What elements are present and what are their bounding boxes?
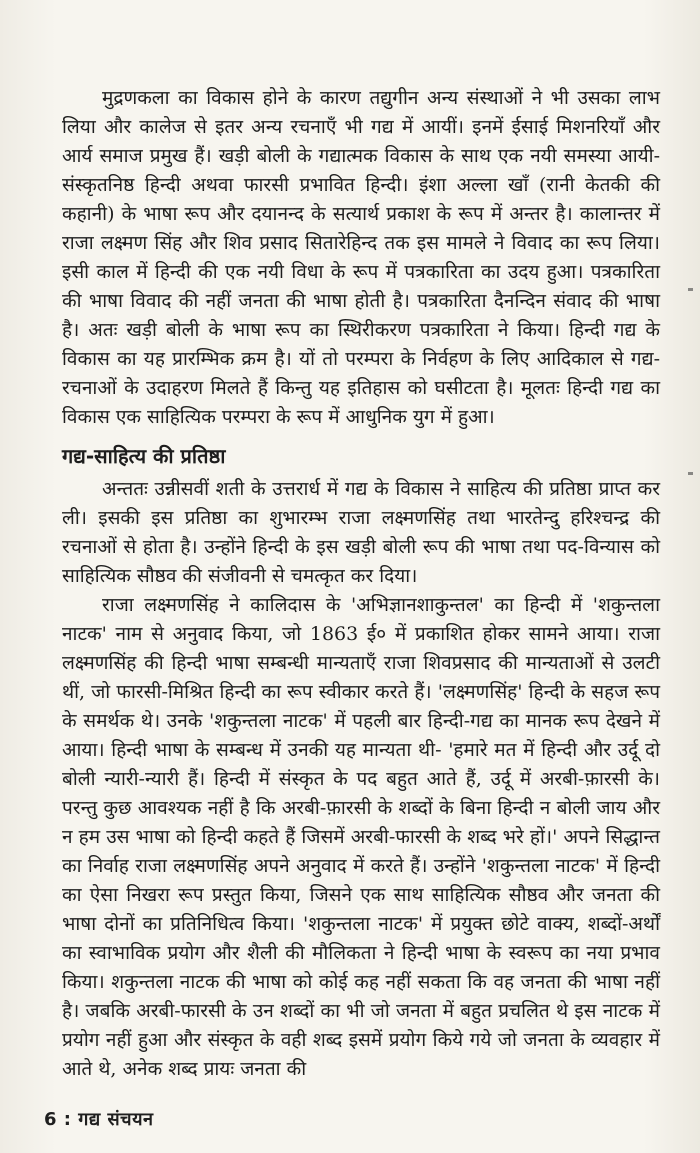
section-paragraph-1: अन्ततः उन्नीसवीं शती के उत्तरार्ध में गद्य के विकास ने साहित्य की प्रतिष्ठा प्राप्त कर ली। इसकी इस प्रतिष्ठा का शुभारम्भ राजा लक्ष्मणसिंह तथा भारतेन्दु हरिश्चन्द्र की रचनाओं से होता है। उन्होंने हिन्दी के इस खड़ी बोली रूप की भाषा तथा पद-विन्यास को साहित्यिक सौष्ठव की संजीवनी से चमत्कृत कर दिया। bbox=[62, 478, 660, 587]
page-footer: 6 : गद्य संचयन bbox=[44, 1109, 154, 1130]
page-body bbox=[62, 84, 660, 1084]
edge-mark bbox=[688, 472, 693, 475]
edge-mark bbox=[688, 288, 693, 291]
section-paragraph-2: राजा लक्ष्मणसिंह ने कालिदास के 'अभिज्ञानशाकुन्तल' का हिन्दी में 'शकुन्तला नाटक' नाम से अनुवाद किया, जो 1863 ई० में प्रकाशित होकर सामने आया। राजा लक्ष्मणसिंह की हिन्दी भाषा सम्बन्धी मान्यताएँ राजा शिवप्रसाद की मान्यताओं से उलटी थीं, जो फारसी-मिश्रित हिन्दी का रूप स्वीकार करते हैं। 'लक्ष्मणसिंह' हिन्दी के सहज रूप के समर्थक थे। उनके 'शकुन्तला नाटक' में पहली बार हिन्दी-गद्य का मानक रूप देखने में आया। हिन्दी भाषा के सम्बन्ध में उनकी यह मान्यता थी- 'हमारे मत में हिन्दी और उर्दू दो बोली न्यारी-न्यारी हैं। हिन्दी में संस्कृत के पद बहुत आते हैं, उर्दू में अरबी-फ़ारसी के। परन्तु कुछ आवश्यक नहीं है कि अरबी-फ़ारसी के शब्दों के बिना हिन्दी न बोली जाय और न हम उस भाषा को हिन्दी कहते हैं जिसमें अरबी-फारसी के शब्द भरे हों।' अपने सिद्धान्त का निर्वाह राजा लक्ष्मणसिंह अपने अनुवाद में करते हैं। उन्होंने 'शकुन्तला नाटक' में हिन्दी का ऐसा निखरा रूप प्रस्तुत किया, जिसने एक साथ साहित्यिक सौष्ठव और जनता की भाषा दोनों का प्रतिनिधित्व किया। 'शकुन्तला नाटक' में प्रयुक्त छोटे वाक्य, शब्दों-अर्थों का स्वाभाविक प्रयोग और शैली की मौलिकता ने हिन्दी भाषा के स्वरूप का नया प्रभाव किया। शकुन्तला नाटक की भाषा को कोई कह नहीं सकता कि वह जनता की भाषा नहीं है। जबकि अरबी-फारसी के उन शब्दों का भी जो जनता में बहुत प्रचलित थे इस नाटक में प्रयोग नहीं हुआ और संस्कृत के वही शब्द इसमें प्रयोग किये गये जो जनता के व्यवहार में आते थे, अनेक शब्द प्रायः जनता की bbox=[62, 594, 660, 1080]
section-heading: गद्य-साहित्य की प्रतिष्ठा bbox=[62, 444, 226, 468]
intro-paragraph: मुद्रणकला का विकास होने के कारण तद्युगीन अन्य संस्थाओं ने भी उसका लाभ लिया और कालेज से इतर अन्य रचनाएँ भी गद्य में आयीं। इनमें ईसाई मिशनरियाँ और आर्य समाज प्रमुख हैं। खड़ी बोली के गद्यात्मक विकास के साथ एक नयी समस्या आयी- संस्कृतनिष्ठ हिन्दी अथवा फारसी प्रभावित हिन्दी। इंशा अल्ला खाँ (रानी केतकी की कहानी) के भाषा रूप और दयानन्द के सत्यार्थ प्रकाश के रूप में अन्तर है। कालान्तर में राजा लक्ष्मण सिंह और शिव प्रसाद सितारेहिन्द तक इस मामले ने विवाद का रूप लिया। इसी काल में हिन्दी की एक नयी विधा के रूप में पत्रकारिता का उदय हुआ। पत्रकारिता की भाषा विवाद की नहीं जनता की भाषा होती है। पत्रकारिता दैनन्दिन संवाद की भाषा है। अतः खड़ी बोली के भाषा रूप का स्थिरीकरण पत्रकारिता ने किया। हिन्दी गद्य के विकास का यह प्रारम्भिक क्रम है। यों तो परम्परा के निर्वहण के लिए आदिकाल से गद्य-रचनाओं के उदाहरण मिलते हैं किन्तु यह इतिहास को घसीटता है। मूलतः हिन्दी गद्य का विकास एक साहित्यिक परम्परा के रूप में आधुनिक युग में हुआ। bbox=[62, 87, 660, 428]
